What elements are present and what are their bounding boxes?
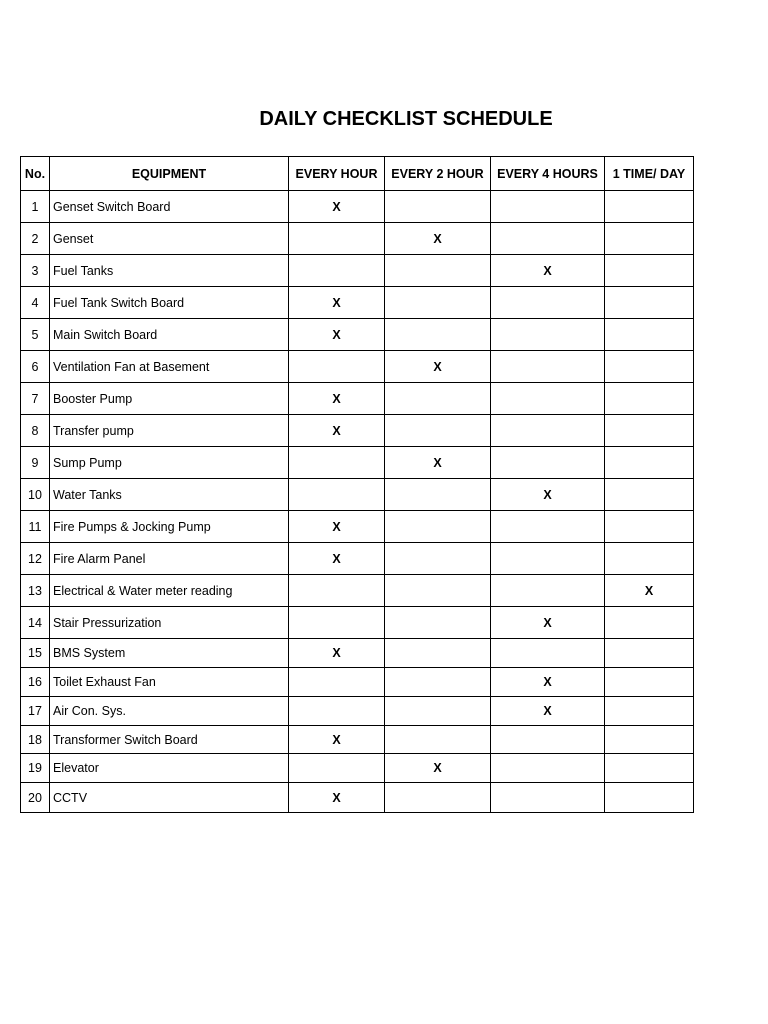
empty-cell — [385, 575, 491, 607]
empty-cell — [289, 223, 385, 255]
empty-cell — [605, 668, 694, 697]
row-number: 8 — [21, 415, 50, 447]
table-row — [21, 754, 694, 783]
row-number: 18 — [21, 726, 50, 754]
check-mark: X — [491, 255, 605, 287]
empty-cell — [385, 668, 491, 697]
empty-cell — [385, 191, 491, 223]
empty-cell — [605, 479, 694, 511]
check-mark: X — [491, 607, 605, 639]
empty-cell — [289, 697, 385, 726]
empty-cell — [289, 607, 385, 639]
table-row — [21, 783, 694, 813]
table-row — [21, 697, 694, 726]
row-number: 9 — [21, 447, 50, 479]
empty-cell — [289, 351, 385, 383]
check-mark: X — [289, 511, 385, 543]
table-row — [21, 726, 694, 754]
equipment-cell: Genset Switch Board — [50, 191, 289, 223]
empty-cell — [289, 255, 385, 287]
row-number: 14 — [21, 607, 50, 639]
table-row — [21, 383, 694, 415]
equipment-cell: Transformer Switch Board — [50, 726, 289, 754]
check-mark: X — [491, 697, 605, 726]
equipment-cell: Elevator — [50, 754, 289, 783]
check-mark: X — [605, 575, 694, 607]
column-header-every-4-hours: EVERY 4 HOURS — [491, 157, 605, 191]
row-number: 3 — [21, 255, 50, 287]
check-mark: X — [385, 754, 491, 783]
empty-cell — [385, 383, 491, 415]
table-row — [21, 668, 694, 697]
empty-cell — [385, 639, 491, 668]
column-header-every-hour: EVERY HOUR — [289, 157, 385, 191]
column-header-every-2-hour: EVERY 2 HOUR — [385, 157, 491, 191]
equipment-cell: Toilet Exhaust Fan — [50, 668, 289, 697]
table-row — [21, 351, 694, 383]
row-number: 16 — [21, 668, 50, 697]
checklist-table — [20, 156, 694, 813]
table-row — [21, 223, 694, 255]
empty-cell — [605, 223, 694, 255]
check-mark: X — [289, 415, 385, 447]
empty-cell — [491, 754, 605, 783]
empty-cell — [605, 191, 694, 223]
empty-cell — [289, 575, 385, 607]
row-number: 20 — [21, 783, 50, 813]
equipment-cell: Air Con. Sys. — [50, 697, 289, 726]
table-row — [21, 607, 694, 639]
empty-cell — [605, 383, 694, 415]
equipment-cell: BMS System — [50, 639, 289, 668]
equipment-cell: Stair Pressurization — [50, 607, 289, 639]
empty-cell — [491, 511, 605, 543]
row-number: 11 — [21, 511, 50, 543]
table-row — [21, 447, 694, 479]
table-row — [21, 479, 694, 511]
check-mark: X — [491, 668, 605, 697]
empty-cell — [491, 726, 605, 754]
empty-cell — [385, 255, 491, 287]
table-row — [21, 319, 694, 351]
column-header-1-time-day: 1 TIME/ DAY — [605, 157, 694, 191]
equipment-cell: Main Switch Board — [50, 319, 289, 351]
empty-cell — [605, 607, 694, 639]
check-mark: X — [289, 191, 385, 223]
empty-cell — [605, 287, 694, 319]
empty-cell — [385, 697, 491, 726]
empty-cell — [605, 754, 694, 783]
empty-cell — [491, 287, 605, 319]
empty-cell — [605, 697, 694, 726]
row-number: 17 — [21, 697, 50, 726]
table-row — [21, 287, 694, 319]
row-number: 2 — [21, 223, 50, 255]
empty-cell — [605, 783, 694, 813]
empty-cell — [491, 783, 605, 813]
empty-cell — [605, 415, 694, 447]
check-mark: X — [289, 726, 385, 754]
table-row — [21, 575, 694, 607]
row-number: 15 — [21, 639, 50, 668]
table-row — [21, 191, 694, 223]
row-number: 6 — [21, 351, 50, 383]
empty-cell — [491, 319, 605, 351]
equipment-cell: Water Tanks — [50, 479, 289, 511]
empty-cell — [289, 668, 385, 697]
row-number: 10 — [21, 479, 50, 511]
empty-cell — [385, 726, 491, 754]
empty-cell — [605, 511, 694, 543]
table-row — [21, 543, 694, 575]
row-number: 13 — [21, 575, 50, 607]
check-mark: X — [289, 287, 385, 319]
equipment-cell: Fuel Tank Switch Board — [50, 287, 289, 319]
empty-cell — [491, 639, 605, 668]
row-number: 5 — [21, 319, 50, 351]
empty-cell — [605, 726, 694, 754]
empty-cell — [385, 783, 491, 813]
page-title: DAILY CHECKLIST SCHEDULE — [259, 108, 553, 130]
equipment-cell: Fuel Tanks — [50, 255, 289, 287]
check-mark: X — [385, 351, 491, 383]
table-row — [21, 511, 694, 543]
check-mark: X — [289, 639, 385, 668]
equipment-cell: Genset — [50, 223, 289, 255]
equipment-cell: Fire Pumps & Jocking Pump — [50, 511, 289, 543]
empty-cell — [605, 447, 694, 479]
equipment-cell: Ventilation Fan at Basement — [50, 351, 289, 383]
row-number: 12 — [21, 543, 50, 575]
empty-cell — [491, 447, 605, 479]
empty-cell — [491, 415, 605, 447]
check-mark: X — [491, 479, 605, 511]
empty-cell — [385, 287, 491, 319]
empty-cell — [385, 511, 491, 543]
table-row — [21, 415, 694, 447]
check-mark: X — [289, 783, 385, 813]
empty-cell — [605, 255, 694, 287]
equipment-cell: Fire Alarm Panel — [50, 543, 289, 575]
empty-cell — [289, 447, 385, 479]
row-number: 1 — [21, 191, 50, 223]
column-header-no: No. — [21, 157, 50, 191]
empty-cell — [491, 351, 605, 383]
empty-cell — [385, 543, 491, 575]
equipment-cell: Transfer pump — [50, 415, 289, 447]
equipment-cell: Booster Pump — [50, 383, 289, 415]
check-mark: X — [385, 223, 491, 255]
empty-cell — [491, 223, 605, 255]
empty-cell — [491, 383, 605, 415]
empty-cell — [605, 543, 694, 575]
equipment-cell: CCTV — [50, 783, 289, 813]
empty-cell — [289, 754, 385, 783]
column-header-equipment: EQUIPMENT — [50, 157, 289, 191]
empty-cell — [289, 479, 385, 511]
empty-cell — [385, 479, 491, 511]
empty-cell — [385, 319, 491, 351]
empty-cell — [385, 607, 491, 639]
empty-cell — [385, 415, 491, 447]
empty-cell — [491, 543, 605, 575]
check-mark: X — [289, 543, 385, 575]
check-mark: X — [289, 319, 385, 351]
equipment-cell: Electrical & Water meter reading — [50, 575, 289, 607]
row-number: 19 — [21, 754, 50, 783]
table-row — [21, 639, 694, 668]
header-row — [21, 157, 694, 191]
table-row — [21, 255, 694, 287]
row-number: 4 — [21, 287, 50, 319]
empty-cell — [491, 575, 605, 607]
row-number: 7 — [21, 383, 50, 415]
empty-cell — [605, 319, 694, 351]
equipment-cell: Sump Pump — [50, 447, 289, 479]
checklist-body — [21, 191, 694, 813]
empty-cell — [605, 639, 694, 668]
empty-cell — [605, 351, 694, 383]
check-mark: X — [385, 447, 491, 479]
check-mark: X — [289, 383, 385, 415]
empty-cell — [491, 191, 605, 223]
